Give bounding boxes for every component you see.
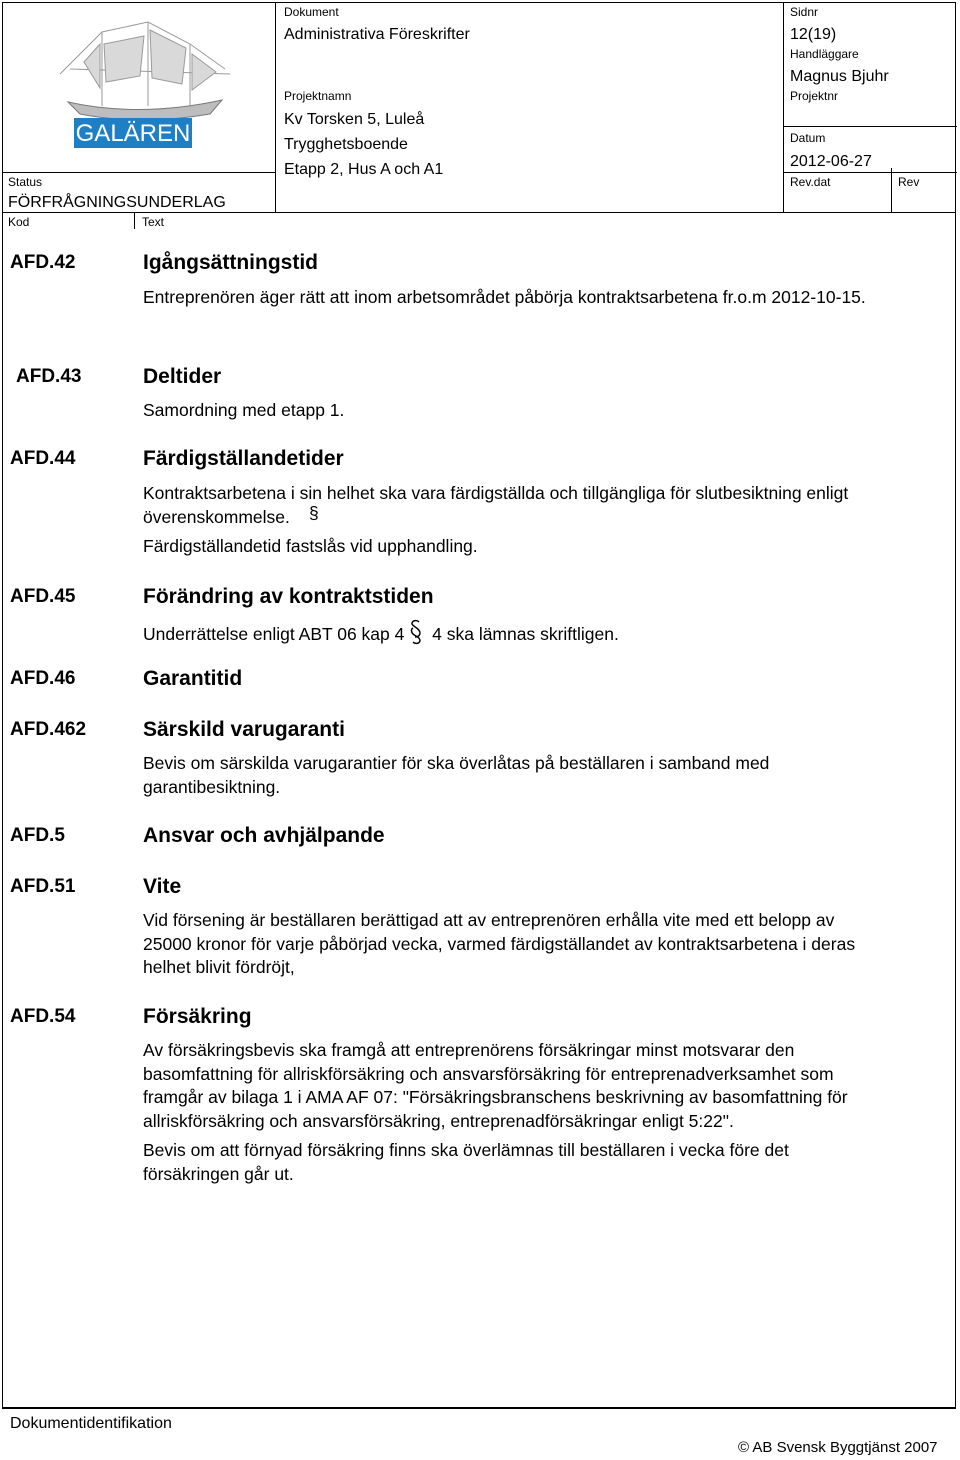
section-code: AFD.51 xyxy=(10,876,76,897)
header-divider-left xyxy=(275,2,276,212)
section-heading: Ansvar och avhjälpande xyxy=(143,824,385,847)
datum-value: 2012-06-27 xyxy=(790,153,872,170)
projektnr-label: Projektnr xyxy=(790,89,839,103)
section-paragraph: Färdigställandetid fastslås vid upphandling. xyxy=(143,536,478,556)
section-code: AFD.42 xyxy=(10,252,76,273)
revdat-label: Rev.dat xyxy=(790,175,831,189)
rev-label: Rev xyxy=(898,175,920,189)
status-rule xyxy=(2,172,275,173)
section-paragraph: Kontraktsarbetena i sin helhet ska vara färdigställda och tillgängliga för slutbesiktning enligt överenskommelse. xyxy=(143,483,849,527)
copyright-notice xyxy=(738,1439,938,1457)
section-code: AFD.5 xyxy=(10,825,65,846)
sidnr-label: Sidnr xyxy=(790,5,819,19)
revdat-rule xyxy=(783,172,957,173)
section-body xyxy=(143,1039,873,1186)
section-sign-glyph xyxy=(309,503,423,645)
section-paragraph: Entreprenören äger rätt att inom arbetsområdet påbörja kontraktsarbetena fr.o.m 2012-10-15. xyxy=(143,287,866,307)
section-paragraph: Av försäkringsbevis ska framgå att entreprenörens försäkringar minst motsvarar den basomfattning för allriskförsäkring och ansvarsförsäkring för entreprenadverksamhet som framgår av bilaga 1 i AMA AF 07: "Försäkringsbranschens beskrivning av basomfattning för allriskförsäkring och ansvarsförsäkring, entreprenadförsäkringar enligt 5:22". xyxy=(143,1040,848,1131)
status-value: FÖRFRÅGNINGSUNDERLAG xyxy=(8,194,226,211)
section-body xyxy=(143,399,873,423)
kod-text-divider xyxy=(134,212,135,229)
section-paragraph: Bevis om att förnyad försäkring finns ska överlämnas till beställaren i vecka före det försäkringen går ut. xyxy=(143,1140,789,1184)
section-heading: Förändring av kontraktstiden xyxy=(143,585,434,608)
svg-text:§: § xyxy=(309,503,319,523)
section-heading: Färdigställandetider xyxy=(143,447,344,470)
document-id-label: Dokumentidentifikation xyxy=(10,1415,172,1432)
section-code: AFD.43 xyxy=(16,366,82,387)
galaren-logo xyxy=(40,14,240,154)
section-text: 4 ska lämnas skriftligen. xyxy=(432,624,619,644)
footer-rule xyxy=(2,1408,956,1409)
section-heading: Garantitid xyxy=(143,667,243,690)
section-heading: Vite xyxy=(143,875,182,898)
section-code: AFD.45 xyxy=(10,586,76,607)
status-label: Status xyxy=(8,175,43,189)
projektnamn-line: Trygghetsboende xyxy=(284,136,408,153)
handlaggare-label: Handläggare xyxy=(790,47,859,61)
section-text: Underrättelse enligt ABT 06 kap 4 xyxy=(143,624,405,644)
datum-rule xyxy=(783,126,957,127)
ship-logo-icon xyxy=(40,14,240,154)
datum-label: Datum xyxy=(790,131,826,145)
section-heading: Igångsättningstid xyxy=(143,251,318,274)
section-body xyxy=(143,909,873,980)
header-divider-right xyxy=(783,2,784,212)
section-body xyxy=(143,752,873,799)
section-paragraph: Vid försening är beställaren berättigad att av entreprenören erhålla vite med ett belopp av 25000 kronor för varje påbörjad vecka, varmed färdigställandet av kontraktsarbetena i deras helhet blivit fördröjt, xyxy=(143,910,856,977)
section-heading: Deltider xyxy=(143,365,222,388)
section-heading: Försäkring xyxy=(143,1005,252,1028)
section-sign-icon xyxy=(309,503,427,652)
section-paragraph: Samordning med etapp 1. xyxy=(143,400,345,420)
svg-text:GALÄREN: GALÄREN xyxy=(75,120,191,147)
section-heading: Särskild varugaranti xyxy=(143,718,345,741)
section-code: AFD.54 xyxy=(10,1006,76,1027)
section-code: AFD.462 xyxy=(10,719,87,740)
dokument-value: Administrativa Föreskrifter xyxy=(284,26,470,43)
projektnamn-line: Kv Torsken 5, Luleå xyxy=(284,111,425,128)
handlaggare-value: Magnus Bjuhr xyxy=(790,68,889,85)
header-divider-rev xyxy=(891,168,892,212)
copyright-text: AB Svensk Byggtjänst 2007 xyxy=(752,1439,938,1456)
section-paragraph: Bevis om särskilda varugarantier för ska överlåtas på beställaren i samband med garantibesiktning. xyxy=(143,753,770,797)
text-label: Text xyxy=(142,215,165,229)
projektnamn-label: Projektnamn xyxy=(284,89,352,103)
sidnr-value: 12(19) xyxy=(790,26,837,43)
projektnamn-line: Etapp 2, Hus A och A1 xyxy=(284,161,444,178)
section-body xyxy=(143,482,873,559)
dokument-label: Dokument xyxy=(284,5,339,19)
section-body xyxy=(143,286,873,310)
kod-label: Kod xyxy=(8,215,30,229)
section-code: AFD.46 xyxy=(10,668,76,689)
copyright-icon: © xyxy=(738,1439,750,1456)
section-code: AFD.44 xyxy=(10,448,76,469)
